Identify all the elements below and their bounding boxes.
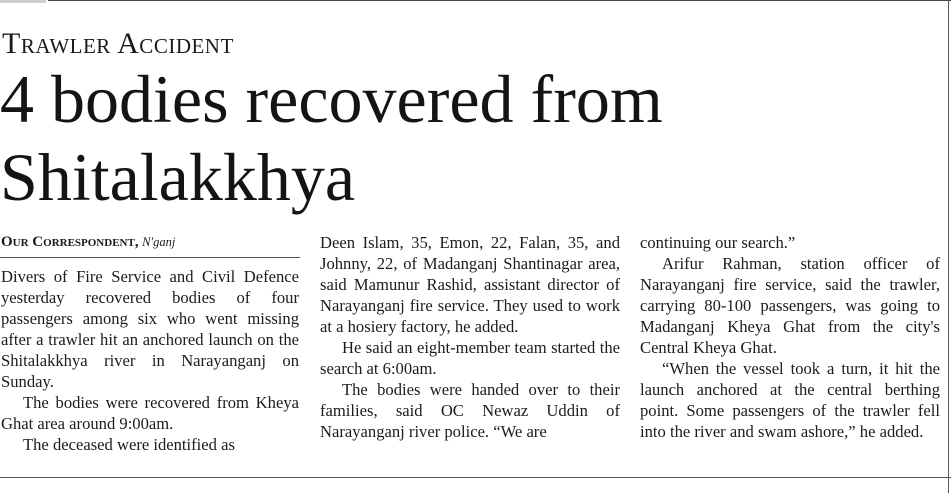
byline-rule	[0, 257, 300, 258]
paragraph: “When the vessel took a turn, it hit the launch anchored at the central berthing point. Some passengers of the trawler fell into the river and swam ashore,” he added.	[640, 359, 940, 441]
kicker: Trawler Accident	[2, 27, 234, 60]
paragraph: Deen Islam, 35, Emon, 22, Falan, 35, and Johnny, 22, of Madanganj Shantinagar area, said Mamunur Rashid, assistant director of Narayanganj fire service. They used to work at a hosiery factory, he added.	[320, 233, 620, 336]
article-column-3	[640, 232, 940, 442]
corner-mark	[0, 0, 46, 3]
article-column-2	[320, 232, 620, 442]
article-column-1	[1, 266, 299, 455]
byline-place: N'ganj	[142, 235, 176, 249]
bottom-rule	[0, 477, 951, 478]
paragraph: The deceased were identified as	[23, 435, 235, 454]
paragraph: The bodies were recovered from Kheya Ghat area around 9:00am.	[1, 393, 299, 433]
headline: 4 bodies recovered from Shitalakkhya	[0, 61, 663, 215]
paragraph: Divers of Fire Service and Civil Defence yesterday recovered bodies of four passengers among six who went missing after a trawler hit an anchored launch on the Shitalakkhya river in Narayanganj on Sunday.	[1, 267, 299, 391]
right-column-rule	[948, 0, 949, 493]
paragraph: He said an eight-member team started the search at 6:00am.	[320, 338, 620, 378]
byline	[1, 233, 301, 252]
byline-name: Our Correspondent,	[1, 234, 139, 250]
paragraph: The bodies were handed over to their families, said OC Newaz Uddin of Narayanganj river police. “We are	[320, 380, 620, 441]
paragraph: continuing our search.”	[640, 233, 796, 252]
paragraph: Arifur Rahman, station officer of Narayanganj fire service, said the trawler, carrying 80-100 passengers, was going to Madanganj Kheya Ghat from the city's Central Kheya Ghat.	[640, 254, 940, 357]
top-rule	[48, 0, 951, 1]
